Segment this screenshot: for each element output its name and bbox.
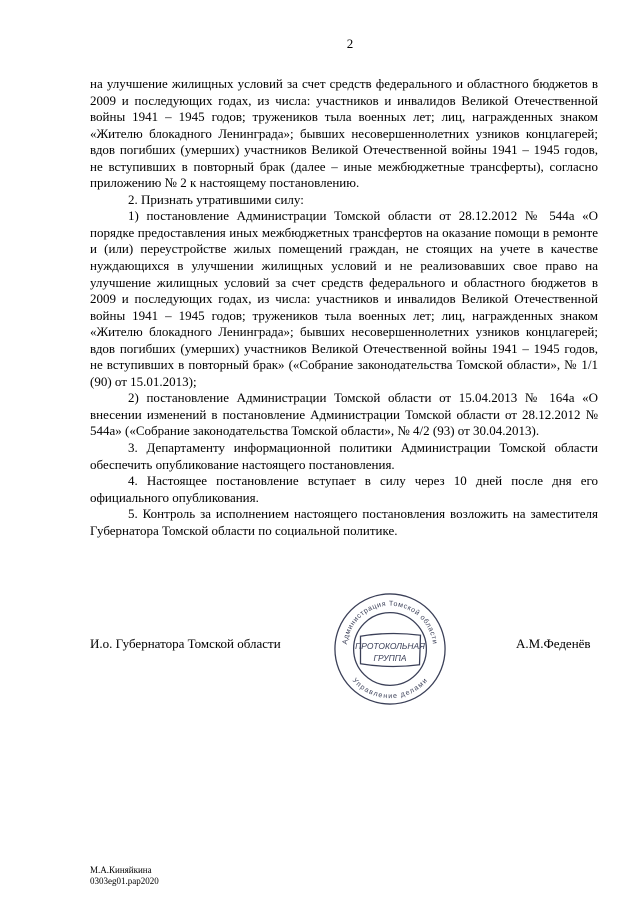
footer-author: М.А.Киняйкина bbox=[90, 865, 152, 875]
stamp-center-line1: ПРОТОКОЛЬНАЯ bbox=[355, 641, 425, 651]
footer-filename: 0303eg01.pap2020 bbox=[90, 876, 159, 886]
page-number: 2 bbox=[346, 36, 354, 51]
document-footer bbox=[90, 865, 159, 887]
paragraph-intro: на улучшение жилищных условий за счет средств федерального и областного бюджетов в 2009 и последующих годах, из числа: участников и инвалидов Великой Отечественной войны 1941 – 1945 годов; тружеников тыла военных лет; лиц, награжденных знаком «Жителю блокадного Ленинграда»; бывших несовершеннолетних узников концлагерей; вдов погибших (умерших) участников Великой Отечественной войны 1941 – 1945 годов, не вступивших в повторный брак (далее – иные межбюджетные трансферты), согласно приложению № 2 к настоящему постановлению. bbox=[90, 76, 598, 191]
paragraph-repeal-header: 2. Признать утратившими силу: bbox=[128, 191, 304, 207]
paragraph-control: 5. Контроль за исполнением настоящего постановления возложить на заместителя Губернатора Томской области по социальной политике. bbox=[90, 506, 598, 538]
official-stamp bbox=[331, 590, 449, 708]
document-body bbox=[90, 76, 598, 539]
paragraph-repeal-item-1: 1) постановление Администрации Томской области от 28.12.2012 № 544а «О порядке предоставления иных межбюджетных трансфертов на оказание помощи в ремонте и (или) переустройстве жилых помещений граждан, не стоящих на учете в качестве нуждающихся в улучшении жилищных условий и не реализовавших свое право на улучшение жилищных условий за счет средств федерального и областного бюджетов в 2009 и последующих годах, из числа: участников и инвалидов Великой Отечественной войны 1941 – 1945 годов; тружеников тыла военных лет; лиц, награжденных знаком «Жителю блокадного Ленинграда»; бывших несовершеннолетних узников концлагерей; вдов погибших (умерших) участников Великой Отечественной войны 1941 – 1945 годов, не вступивших в повторный брак» («Собрание законодательства Томской области», № 1/1 (90) от 15.01.2013); bbox=[90, 208, 598, 389]
signatory-position: И.о. Губернатора Томской области bbox=[90, 636, 281, 651]
stamp-arc-top: Администрация Томской области bbox=[340, 599, 440, 645]
paragraph-effective-date: 4. Настоящее постановление вступает в силу через 10 дней после дня его официального опубликования. bbox=[90, 473, 598, 505]
signatory-name: А.М.Феденёв bbox=[516, 636, 591, 651]
stamp-center-line2: ГРУППА bbox=[373, 652, 407, 663]
stamp-arc-bottom: Управление делами bbox=[350, 676, 430, 701]
paragraph-publication: 3. Департаменту информационной политики Администрации Томской области обеспечить опубликование настоящего постановления. bbox=[90, 440, 598, 472]
paragraph-repeal-item-2: 2) постановление Администрации Томской области от 15.04.2013 № 164а «О внесении изменений в постановление Администрации Томской области от 28.12.2012 № 544а» («Собрание законодательства Томской области», № 4/2 (93) от 30.04.2013). bbox=[90, 390, 598, 439]
